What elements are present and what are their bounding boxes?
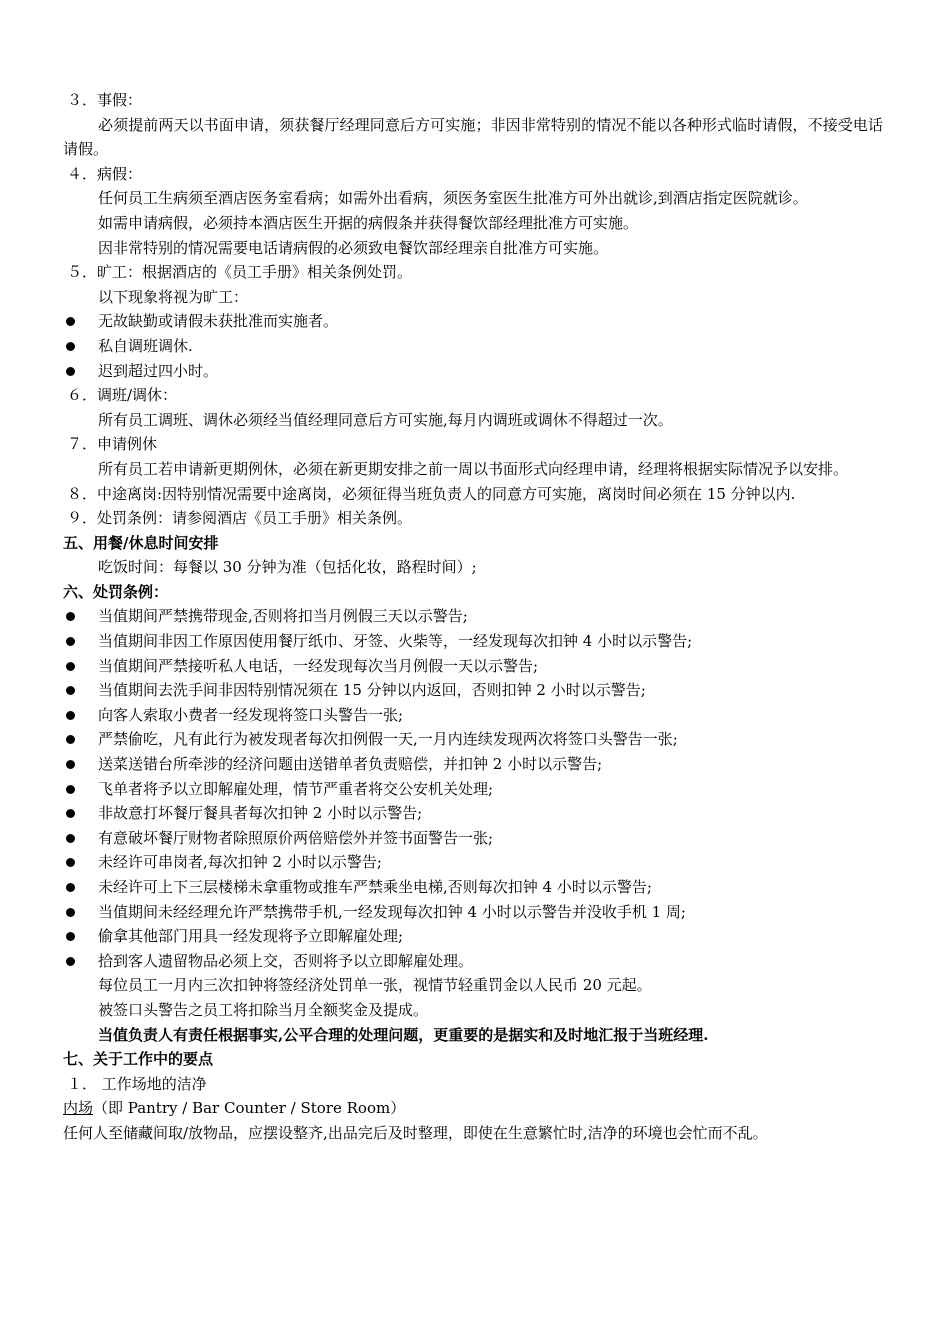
section-3-body: 必须提前两天以书面申请，须获餐厅经理同意后方可实施；非因非常特别的情况不能以各种形式临时请假，不接受电话请假。 [63, 115, 883, 159]
bullet-icon [66, 342, 75, 351]
inner-area-detail: （即 Pantry / Bar Counter / Store Room） [93, 1099, 406, 1118]
bullet-text: 有意破坏餐厅财物者除照原价两倍赔偿外并签书面警告一张; [98, 828, 494, 847]
bullet-icon [66, 883, 75, 892]
section-4-title: ４．病假： [67, 164, 143, 183]
bullet-icon [66, 686, 75, 695]
section-4-paragraph-3: 因非常特别的情况需要电话请病假的必须致电餐饮部经理亲自批准方可实施。 [98, 238, 609, 257]
bullet-icon [66, 711, 75, 720]
section-9-body: ９．处罚条例：请参阅酒店《员工手册》相关条例。 [67, 509, 413, 528]
section-8-body: ８．中途离岗:因特别情况需要中途离岗，必须征得当班负责人的同意方可实施，离岗时间必须在 15 分钟以内. [67, 484, 796, 503]
bullet-text: 当值期间去洗手间非因特别情况须在 15 分钟以内返回，否则扣钟 2 小时以示警告; [98, 681, 646, 700]
penalty-bullet-item [63, 826, 883, 851]
penalty-bullet-item [63, 875, 883, 900]
section-6-title: ６．调班/调休： [67, 386, 178, 405]
meal-break-heading: 五、用餐/休息时间安排 [63, 533, 219, 552]
section-7-title: ７．申请例休 [67, 435, 158, 454]
section-4-paragraph-1: 任何员工生病须至酒店医务室看病；如需外出看病，须医务室医生批准方可外出就诊,到酒店指定医院就诊。 [98, 189, 808, 208]
absence-bullet-item [63, 334, 883, 359]
bullet-text: 迟到超过四小时。 [98, 361, 219, 380]
bullet-icon [66, 858, 75, 867]
penalty-bullet-item [63, 727, 883, 752]
inner-area-label: 内场 [63, 1099, 94, 1118]
bullet-icon [66, 932, 75, 941]
penalty-bullet-item [63, 850, 883, 875]
bullet-text: 当值期间非因工作原因使用餐厅纸巾、牙签、火柴等，一经发现每次扣钟 4 小时以示警告; [98, 632, 693, 651]
bullet-icon [66, 637, 75, 646]
inner-area-line [63, 1096, 883, 1121]
bullet-text: 当值期间严禁接听私人电话，一经发现每次当月例假一天以示警告; [98, 656, 539, 675]
bullet-text: 飞单者将予以立即解雇处理，情节严重者将交公安机关处理; [98, 779, 494, 798]
work-points-heading: 七、关于工作中的要点 [63, 1050, 214, 1069]
bullet-text: 偷拿其他部门用具一经发现将予立即解雇处理; [98, 927, 404, 946]
bullet-text: 拾到客人遗留物品必须上交，否则将予以立即解雇处理。 [98, 951, 474, 970]
bullet-icon [66, 908, 75, 917]
bullet-icon [66, 735, 75, 744]
section-5-title: ５．旷工：根据酒店的《员工手册》相关条例处罚。 [67, 263, 413, 282]
section-6-body: 所有员工调班、调休必须经当值经理同意后方可实施,每月内调班或调休不得超过一次。 [98, 410, 673, 429]
bullet-icon [66, 957, 75, 966]
penalty-bullet-item [63, 629, 883, 654]
bullet-text: 严禁偷吃，凡有此行为被发现者每次扣例假一天,一月内连续发现两次将签口头警告一张; [98, 730, 678, 749]
penalty-bullet-item [63, 752, 883, 777]
document-body [63, 88, 883, 1146]
bullet-text: 未经许可上下三层楼梯未拿重物或推车严禁乘坐电梯,否则每次扣钟 4 小时以示警告; [98, 878, 652, 896]
penalty-bullet-item [63, 654, 883, 679]
meal-break-body: 吃饭时间：每餐以 30 分钟为准（包括化妆，路程时间）; [98, 558, 477, 577]
penalty-bullet-item [63, 801, 883, 826]
bullet-icon [66, 367, 75, 376]
bullet-text: 当值期间严禁携带现金,否则将扣当月例假三天以示警告; [98, 607, 468, 626]
bullet-icon [66, 834, 75, 843]
penalty-bullet-item [63, 777, 883, 802]
bullet-icon [66, 317, 75, 326]
bullet-text: 当值期间未经经理允许严禁携带手机,一经发现每次扣钟 4 小时以示警告并没收手机 1 周; [98, 902, 686, 921]
penalty-note-2: 被签口头警告之员工将扣除当月全额奖金及提成。 [98, 1000, 429, 1019]
bullet-icon [66, 785, 75, 794]
penalty-note-1: 每位员工一月内三次扣钟将签经济处罚单一张，视情节轻重罚金以人民币 20 元起。 [98, 976, 652, 995]
absence-bullet-item [63, 309, 883, 334]
bullet-icon [66, 809, 75, 818]
penalty-bullet-item [63, 604, 883, 629]
section-3-title: ３．事假： [67, 91, 143, 109]
penalty-bullet-item [63, 924, 883, 949]
penalty-bullet-item [63, 949, 883, 974]
bullet-text: 私自调班调休. [98, 336, 193, 355]
bullet-text: 未经许可串岗者,每次扣钟 2 小时以示警告; [98, 853, 382, 872]
penalty-heading: 六、处罚条例： [63, 582, 169, 601]
penalty-bullet-item [63, 703, 883, 728]
penalty-note-3: 当值负责人有责任根据事实,公平合理的处理问题，更重要的是据实和及时地汇报于当班经理. [98, 1025, 709, 1044]
bullet-text: 非故意打坏餐厅餐具者每次扣钟 2 小时以示警告; [98, 804, 423, 823]
absence-bullet-item [63, 359, 883, 384]
bullet-text: 向客人索取小费者一经发现将签口头警告一张; [98, 705, 404, 724]
section-4-paragraph-2: 如需申请病假，必须持本酒店医生开据的病假条并获得餐饮部经理批准方可实施。 [98, 213, 639, 232]
penalty-bullet-item [63, 900, 883, 925]
penalty-bullet-list [63, 604, 883, 973]
bullet-icon [66, 760, 75, 769]
penalty-bullet-item [63, 678, 883, 703]
work-points-body: 任何人至储藏间取/放物品，应摆设整齐,出品完后及时整理，即使在生意繁忙时,洁净的环境也会忙而不乱。 [63, 1123, 768, 1142]
bullet-icon [66, 612, 75, 621]
bullet-text: 送菜送错台所牵涉的经济问题由送错单者负责赔偿，并扣钟 2 小时以示警告; [98, 755, 603, 774]
work-points-item-1: １． 工作场地的洁净 [67, 1074, 207, 1093]
section-7-body: 所有员工若申请新更期例休，必须在新更期安排之前一周以书面形式向经理申请，经理将根据实际情况予以安排。 [98, 459, 849, 478]
bullet-icon [66, 662, 75, 671]
bullet-text: 无故缺勤或请假未获批准而实施者。 [98, 312, 339, 331]
section-5-intro: 以下现象将视为旷工： [98, 287, 249, 306]
